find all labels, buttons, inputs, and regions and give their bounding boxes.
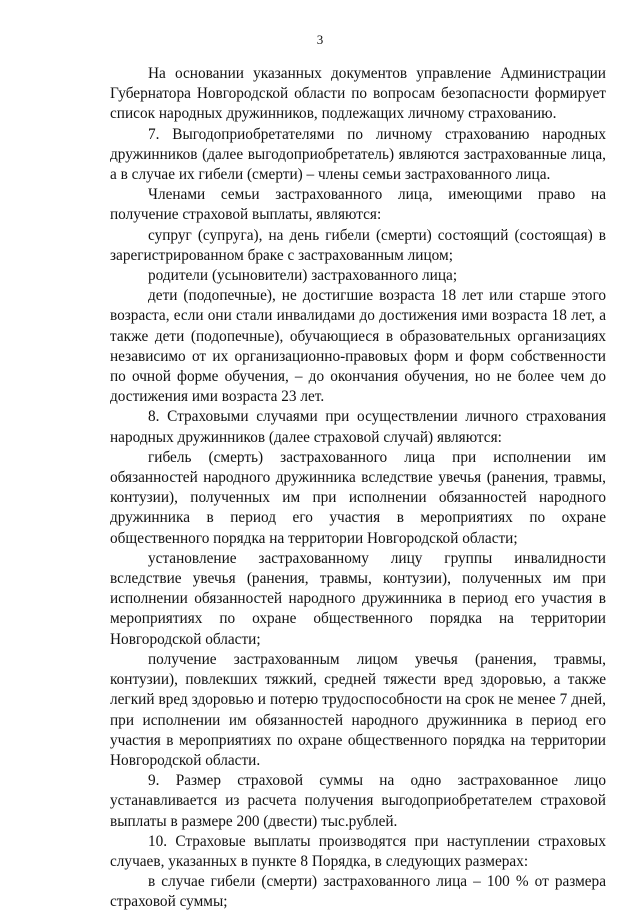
paragraph-death-case: гибель (смерть) застрахованного лица при исполнении им обязанностей народного дружинника вследствие увечья (ранения, травмы, контузии), полученных им при исполнении обязанностей народного дружинника в период его участия в мероприятиях по охране общественного порядка на территории Новгородской области; bbox=[110, 448, 606, 547]
paragraph-parents: родители (усыновители) застрахованного лица; bbox=[148, 267, 458, 285]
paragraph-item-8: 8. Страховыми случаями при осуществлении личного страхования народных дружинников (далее страховой случай) являются: bbox=[110, 408, 606, 446]
paragraph-item-10: 10. Страховые выплаты производятся при наступлении страховых случаев, указанных в пункте 8 Порядка, в следующих размерах: bbox=[110, 832, 606, 870]
paragraph-basis: На основании указанных документов управление Администрации Губернатора Новгородской области по вопросам безопасности формирует список народных дружинников, подлежащих личному страхованию. bbox=[110, 65, 606, 123]
page-number: 3 bbox=[316, 32, 324, 47]
paragraph-item-9: 9. Размер страховой суммы на одно застрахованное лицо устанавливается из расчета получения выгодоприобретателем страховой выплаты в размере 200 (двести) тыс.рублей. bbox=[110, 772, 606, 830]
paragraph-family-members: Членами семьи застрахованного лица, имеющими право на получение страховой выплаты, являются: bbox=[110, 186, 606, 224]
paragraph-item-7: 7. Выгодоприобретателями по личному страхованию народных дружинников (далее выгодоприобретатель) являются застрахованные лица, а в случае их гибели (смерти) – члены семьи застрахованного лица. bbox=[110, 125, 606, 184]
document-body bbox=[110, 64, 606, 913]
paragraph-disability-case: установление застрахованному лицу группы инвалидности вследствие увечья (ранения, травмы, контузии), полученных им при исполнении обязанностей народного дружинника в период его участия в мероприятиях по охране общественного порядка на территории Новгородской области; bbox=[110, 549, 606, 648]
paragraph-injury-case: получение застрахованным лицом увечья (ранения, травмы, контузии), повлекших тяжкий, средней тяжести вред здоровью, а также легкий вред здоровью и потерю трудоспособности на срок не менее 7 дней, при исполнении им обязанностей народного дружинника в период его участия в мероприятиях по охране общественного порядка на территории Новгородской области. bbox=[110, 650, 606, 769]
paragraph-children: дети (подопечные), не достигшие возраста 18 лет или старше этого возраста, если они стали инвалидами до достижения ими возраста 18 лет, а также дети (подопечные), обучающиеся в образовательных организациях независимо от их организационно-правовых форм и форм собственности по очной форме обучения, – до окончания обучения, но не более чем до достижения ими возраста 23 лет. bbox=[110, 287, 606, 406]
paragraph-spouse: супруг (супруга), на день гибели (смерти) состоящий (состоящая) в зарегистрированном браке с застрахованным лицом; bbox=[110, 226, 606, 264]
paragraph-death-payment: в случае гибели (смерти) застрахованного лица – 100 % от размера страховой суммы; bbox=[110, 873, 606, 911]
